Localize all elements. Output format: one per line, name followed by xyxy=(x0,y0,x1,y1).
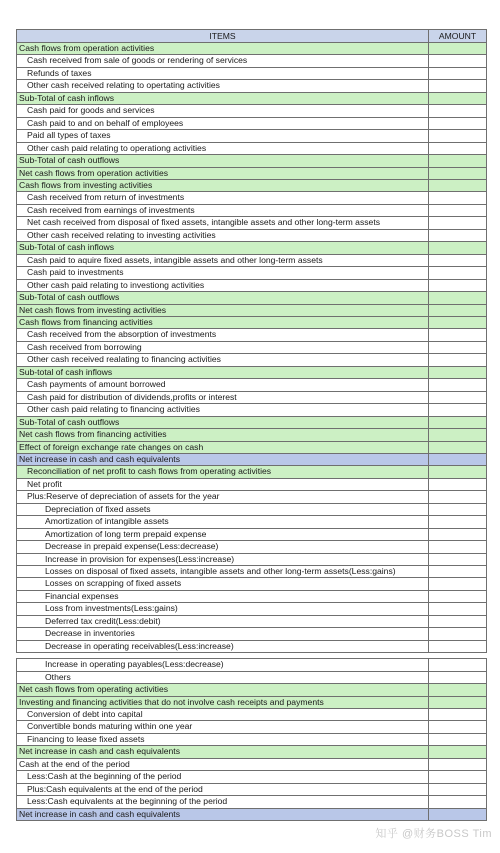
table-row xyxy=(17,242,487,254)
item-label-cell: Increase in operating payables(Less:decrease) xyxy=(17,659,429,671)
item-label-cell: Net profit xyxy=(17,478,429,490)
amount-cell[interactable] xyxy=(429,516,487,528)
item-label-cell: Other cash received realating to financing activities xyxy=(17,354,429,366)
item-label-cell: Net cash flows from investing activities xyxy=(17,304,429,316)
table-row xyxy=(17,43,487,55)
amount-cell[interactable] xyxy=(429,783,487,795)
amount-cell[interactable] xyxy=(429,204,487,216)
table-row xyxy=(17,466,487,478)
amount-cell[interactable] xyxy=(429,590,487,602)
table-row xyxy=(17,179,487,191)
amount-cell[interactable] xyxy=(429,541,487,553)
amount-cell[interactable] xyxy=(429,242,487,254)
amount-cell[interactable] xyxy=(429,391,487,403)
table-row xyxy=(17,67,487,79)
amount-cell[interactable] xyxy=(429,659,487,671)
table-row xyxy=(17,167,487,179)
table-row xyxy=(17,684,487,696)
amount-cell[interactable] xyxy=(429,267,487,279)
item-label-cell: Net increase in cash and cash equivalents xyxy=(17,453,429,465)
amount-cell[interactable] xyxy=(429,217,487,229)
amount-cell[interactable] xyxy=(429,491,487,503)
amount-cell[interactable] xyxy=(429,615,487,627)
table-row xyxy=(17,628,487,640)
table-row xyxy=(17,429,487,441)
table-row xyxy=(17,758,487,770)
item-label-cell: Plus:Reserve of depreciation of assets for the year xyxy=(17,491,429,503)
item-label-cell: Sub-total of cash inflows xyxy=(17,366,429,378)
item-label-cell: Cash received from borrowing xyxy=(17,341,429,353)
amount-cell[interactable] xyxy=(429,796,487,808)
item-label-cell: Net cash flows from operation activities xyxy=(17,167,429,179)
table-row xyxy=(17,416,487,428)
item-label-cell: Other cash received relating to investing activities xyxy=(17,229,429,241)
amount-cell[interactable] xyxy=(429,329,487,341)
item-label-cell: Reconciliation of net profit to cash flows from operating activities xyxy=(17,466,429,478)
amount-cell[interactable] xyxy=(429,478,487,490)
item-label-cell: Decrease in inventories xyxy=(17,628,429,640)
amount-cell[interactable] xyxy=(429,453,487,465)
amount-cell[interactable] xyxy=(429,733,487,745)
table-row xyxy=(17,771,487,783)
table-row xyxy=(17,659,487,671)
amount-cell[interactable] xyxy=(429,43,487,55)
item-label-cell: Net cash received from disposal of fixed assets, intangible assets and other long-term assets xyxy=(17,217,429,229)
table-row xyxy=(17,796,487,808)
item-label-cell: Less:Cash at the beginning of the period xyxy=(17,771,429,783)
item-label-cell: Others xyxy=(17,671,429,683)
table-row xyxy=(17,453,487,465)
table-row xyxy=(17,808,487,820)
table-row xyxy=(17,640,487,652)
amount-cell[interactable] xyxy=(429,441,487,453)
table-row xyxy=(17,566,487,578)
item-label-cell: Depreciation of fixed assets xyxy=(17,503,429,515)
amount-cell[interactable] xyxy=(429,528,487,540)
amount-cell[interactable] xyxy=(429,553,487,565)
amount-cell[interactable] xyxy=(429,758,487,770)
amount-cell[interactable] xyxy=(429,142,487,154)
table-row xyxy=(17,603,487,615)
item-label-cell: Plus:Cash equivalents at the end of the period xyxy=(17,783,429,795)
amount-cell[interactable] xyxy=(429,155,487,167)
item-label-cell: Investing and financing activities that do not involve cash receipts and payments xyxy=(17,696,429,708)
item-label-cell: Cash received from sale of goods or rendering of services xyxy=(17,55,429,67)
amount-cell[interactable] xyxy=(429,746,487,758)
table-row xyxy=(17,391,487,403)
item-label-cell: Net increase in cash and cash equivalents xyxy=(17,746,429,758)
amount-cell[interactable] xyxy=(429,130,487,142)
item-label-cell: Deferred tax credit(Less:debit) xyxy=(17,615,429,627)
amount-cell[interactable] xyxy=(429,416,487,428)
amount-cell[interactable] xyxy=(429,671,487,683)
table-row xyxy=(17,155,487,167)
amount-cell[interactable] xyxy=(429,105,487,117)
item-label-cell: Convertible bonds maturing within one year xyxy=(17,721,429,733)
item-label-cell: Losses on disposal of fixed assets, intangible assets and other long-term assets(Less:gains) xyxy=(17,566,429,578)
table-row xyxy=(17,379,487,391)
item-label-cell: Other cash paid relating to operationg activities xyxy=(17,142,429,154)
item-label-cell: Net cash flows from operating activities xyxy=(17,684,429,696)
amount-cell[interactable] xyxy=(429,167,487,179)
items-column-header: ITEMS xyxy=(17,30,429,43)
item-label-cell: Other cash paid relating to investiong activities xyxy=(17,279,429,291)
item-label-cell: Cash payments of amount borrowed xyxy=(17,379,429,391)
table-row xyxy=(17,615,487,627)
amount-cell[interactable] xyxy=(429,341,487,353)
cash-flow-table xyxy=(16,29,487,821)
item-label-cell: Cash received from earnings of investments xyxy=(17,204,429,216)
table-row xyxy=(17,316,487,328)
amount-cell[interactable] xyxy=(429,771,487,783)
table-row xyxy=(17,590,487,602)
amount-cell[interactable] xyxy=(429,503,487,515)
item-label-cell: Cash flows from operation activities xyxy=(17,43,429,55)
amount-cell[interactable] xyxy=(429,808,487,820)
table-row xyxy=(17,55,487,67)
table-row xyxy=(17,192,487,204)
table-row xyxy=(17,404,487,416)
table-row xyxy=(17,578,487,590)
amount-cell[interactable] xyxy=(429,279,487,291)
table-row xyxy=(17,709,487,721)
amount-cell[interactable] xyxy=(429,566,487,578)
item-label-cell: Amortization of long term prepaid expense xyxy=(17,528,429,540)
table-row xyxy=(17,279,487,291)
amount-cell[interactable] xyxy=(429,55,487,67)
amount-cell[interactable] xyxy=(429,67,487,79)
amount-cell[interactable] xyxy=(429,379,487,391)
item-label-cell: Conversion of debt into capital xyxy=(17,709,429,721)
table-row xyxy=(17,292,487,304)
item-label-cell: Paid all types of taxes xyxy=(17,130,429,142)
cash-flow-statement xyxy=(16,29,486,821)
table-row xyxy=(17,267,487,279)
table-row xyxy=(17,441,487,453)
table-body xyxy=(17,43,487,821)
table-row xyxy=(17,528,487,540)
amount-cell[interactable] xyxy=(429,628,487,640)
table-header-row xyxy=(17,30,487,43)
amount-cell[interactable] xyxy=(429,80,487,92)
amount-cell[interactable] xyxy=(429,229,487,241)
item-label-cell: Decrease in prepaid expense(Less:decrease) xyxy=(17,541,429,553)
amount-cell[interactable] xyxy=(429,603,487,615)
item-label-cell: Sub-Total of cash inflows xyxy=(17,242,429,254)
amount-cell[interactable] xyxy=(429,696,487,708)
item-label-cell: Sub-Total of cash outflows xyxy=(17,292,429,304)
item-label-cell: Other cash received relating to opertating activities xyxy=(17,80,429,92)
item-label-cell: Cash received from the absorption of investments xyxy=(17,329,429,341)
amount-cell[interactable] xyxy=(429,404,487,416)
item-label-cell: Losses on scrapping of fixed assets xyxy=(17,578,429,590)
amount-cell[interactable] xyxy=(429,721,487,733)
amount-cell[interactable] xyxy=(429,254,487,266)
amount-cell[interactable] xyxy=(429,92,487,104)
amount-column-header: AMOUNT xyxy=(429,30,487,43)
amount-cell[interactable] xyxy=(429,684,487,696)
table-row xyxy=(17,130,487,142)
item-label-cell: Decrease in operating receivables(Less:increase) xyxy=(17,640,429,652)
table-row xyxy=(17,229,487,241)
table-row xyxy=(17,553,487,565)
table-row xyxy=(17,671,487,683)
amount-cell[interactable] xyxy=(429,304,487,316)
item-label-cell: Cash paid to and on behalf of employees xyxy=(17,117,429,129)
item-label-cell: Cash flows from financing activities xyxy=(17,316,429,328)
table-row xyxy=(17,491,487,503)
amount-cell[interactable] xyxy=(429,292,487,304)
item-label-cell: Sub-Total of cash outflows xyxy=(17,155,429,167)
item-label-cell: Net cash flows from financing activities xyxy=(17,429,429,441)
amount-cell[interactable] xyxy=(429,316,487,328)
table-row xyxy=(17,142,487,154)
table-row xyxy=(17,721,487,733)
table-row xyxy=(17,478,487,490)
table-row xyxy=(17,329,487,341)
table-row xyxy=(17,92,487,104)
table-row xyxy=(17,746,487,758)
table-row xyxy=(17,733,487,745)
item-label-cell: Cash received from return of investments xyxy=(17,192,429,204)
item-label-cell: Net increase in cash and cash equivalents xyxy=(17,808,429,820)
amount-cell[interactable] xyxy=(429,709,487,721)
amount-cell[interactable] xyxy=(429,366,487,378)
item-label-cell: Amortization of intangible assets xyxy=(17,516,429,528)
item-label-cell: Cash flows from investing activities xyxy=(17,179,429,191)
table-row xyxy=(17,783,487,795)
amount-cell[interactable] xyxy=(429,179,487,191)
table-row xyxy=(17,503,487,515)
item-label-cell: Cash paid to aquire fixed assets, intangible assets and other long-term assets xyxy=(17,254,429,266)
table-row xyxy=(17,541,487,553)
item-label-cell: Increase in provision for expenses(Less:increase) xyxy=(17,553,429,565)
item-label-cell: Financing to lease fixed assets xyxy=(17,733,429,745)
item-label-cell: Less:Cash equivalents at the beginning of the period xyxy=(17,796,429,808)
item-label-cell: Cash paid for goods and services xyxy=(17,105,429,117)
table-row xyxy=(17,341,487,353)
table-row xyxy=(17,204,487,216)
table-row xyxy=(17,366,487,378)
item-label-cell: Loss from investments(Less:gains) xyxy=(17,603,429,615)
amount-cell[interactable] xyxy=(429,466,487,478)
item-label-cell: Sub-Total of cash outflows xyxy=(17,416,429,428)
item-label-cell: Cash at the end of the period xyxy=(17,758,429,770)
table-row xyxy=(17,105,487,117)
amount-cell[interactable] xyxy=(429,578,487,590)
item-label-cell: Cash paid to investments xyxy=(17,267,429,279)
table-row xyxy=(17,117,487,129)
table-row xyxy=(17,516,487,528)
amount-cell[interactable] xyxy=(429,192,487,204)
amount-cell[interactable] xyxy=(429,354,487,366)
table-row xyxy=(17,254,487,266)
item-label-cell: Refunds of taxes xyxy=(17,67,429,79)
amount-cell[interactable] xyxy=(429,429,487,441)
item-label-cell: Effect of foreign exchange rate changes on cash xyxy=(17,441,429,453)
table-row xyxy=(17,80,487,92)
item-label-cell: Other cash paid relating to financing activities xyxy=(17,404,429,416)
item-label-cell: Cash paid for distribution of dividends,profits or interest xyxy=(17,391,429,403)
table-row xyxy=(17,217,487,229)
watermark-text: 知乎 @财务BOSS Tim xyxy=(375,828,492,840)
item-label-cell: Sub-Total of cash inflows xyxy=(17,92,429,104)
amount-cell[interactable] xyxy=(429,640,487,652)
item-label-cell: Financial expenses xyxy=(17,590,429,602)
table-row xyxy=(17,304,487,316)
table-row xyxy=(17,354,487,366)
amount-cell[interactable] xyxy=(429,117,487,129)
table-row xyxy=(17,696,487,708)
